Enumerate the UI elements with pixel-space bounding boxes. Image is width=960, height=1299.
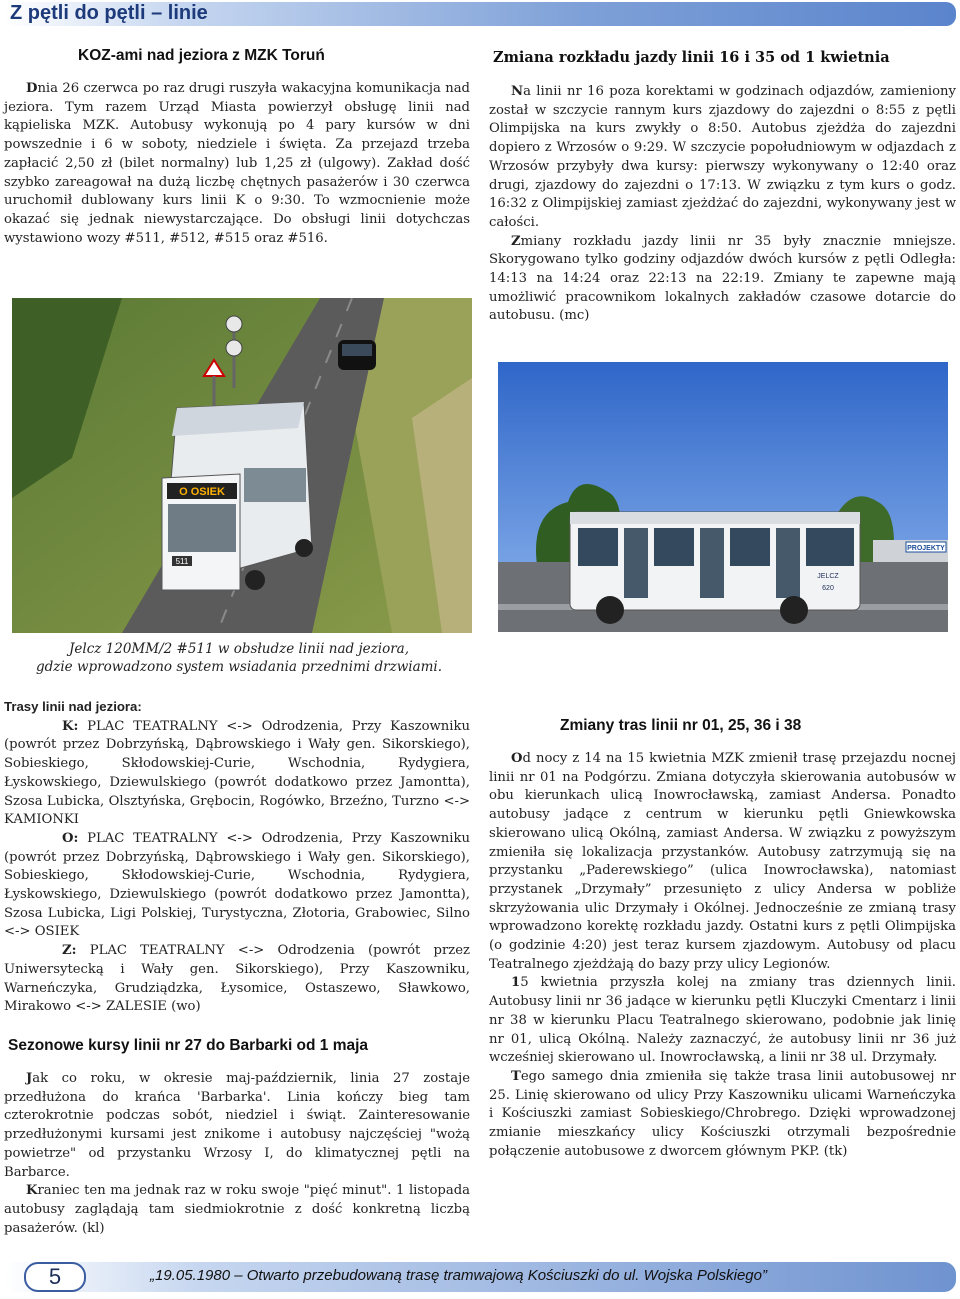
bus-620-illustration — [498, 362, 948, 632]
trasy-article — [489, 750, 956, 1161]
routes-section — [4, 698, 470, 1017]
rozklad-p1: Na linii nr 16 poza korektami w godzinach odjazdów, zamieniony został w szczycie rannym kurs zjazdowy do zajezdni o 8:55 z pętli Olimpijska na kurs zwykły o 8:50. Autobus zjeżdża do zajezdni dopiero z Wrzosów o 9:29. W szczycie popołudniowym w odjazdach z Wrzosów przybyły dwa kursy: pierwszy wykonywany o 12:40 oraz drugi, zjazdowy do zajezdni o 17:13. W związku z tym kurs o godz. 16:32 z Olimpijskiej zamiast zjeżdżać do zajezdni, wykonywany jest w całości. — [489, 84, 956, 230]
trasy-heading: Zmiany tras linii nr 01, 25, 36 i 38 — [560, 717, 802, 734]
trasy-p3: Tego samego dnia zmieniła się także trasa linii autobusowej nr 25. Linię skierowano od ulicy Przy Kaszowniku ulicami Warneńczyka i Kościuszki zamiast Sobieskiego/Chrobrego. Dzięki wprowadzonej zmianie mieszkańcy ulicy Kościuszki otrzymali bezpośrednie połączenie autobusowe z dworcem głównym PKP. (tk) — [489, 1068, 956, 1159]
rozklad-heading: Zmiana rozkładu jazdy linii 16 i 35 od 1 kwietnia — [493, 49, 890, 66]
caption-line-1: Jelcz 120MM/2 #511 w obsłudze linii nad jeziora, — [68, 641, 409, 657]
projekty-sign: PROJEKTY — [907, 545, 945, 552]
page-title: Z pętli do pętli – linie — [10, 2, 208, 24]
fleet-number-511: 511 — [175, 557, 189, 566]
photo-caption — [4, 640, 474, 676]
caption-line-2: gdzie wprowadzono system wsiadania przednimi drzwiami. — [35, 659, 443, 675]
trasy-p2: 15 kwietnia przyszła kolej na zmiany tras dziennych linii. Autobusy linii nr 36 jadące w kierunku pętli Kluczyki Cmentarz i linii nr 38 w kierunku Placu Teatralnego skierowano, podobnie jak linię nr 01, ulicą Okólną. Należy zaznaczyć, że autobusy linii nr 36 już wcześniej skierowano ul. Inowrocławską, a linii nr 38 ul. Drzymały. — [489, 975, 956, 1066]
koz-heading: KOZ-ami nad jeziora z MZK Toruń — [78, 47, 325, 64]
bus-620-photo — [498, 362, 948, 632]
route-o-text: PLAC TEATRALNY <-> Odrodzenia, Przy Kaszowniku (powrót przez Dobrzyńską, Dąbrowskiego i Wały gen. Sikorskiego), Sobieskiego, Skłodowskiej-Curie, Wschodnia, Rydygiera, Łyskowskiego, Dziewulskiego (powrót dodatkowo przez Jamontta), Szosa Lubicka, Ligi Polskiej, Turystyczna, Złotoria, Grabowiec, Silno <-> OSIEK — [4, 830, 470, 940]
barbarka-p2: Kraniec ten ma jednak raz w roku swoje "pięć minut". 1 listopada autobusy zaglądają tam siedmiokrotnie z dość konkretną liczbą pasażerów. (kl) — [4, 1183, 470, 1236]
bus-511-illustration — [12, 298, 472, 633]
routes-heading: Trasy linii nad jeziora: — [4, 699, 142, 714]
page-number: 5 — [24, 1262, 86, 1292]
bus-511-photo — [12, 298, 472, 633]
barbarka-heading: Sezonowe kursy linii nr 27 do Barbarki od 1 maja — [8, 1037, 369, 1054]
koz-article — [4, 80, 470, 248]
route-k-text: PLAC TEATRALNY <-> Odrodzenia, Przy Kaszowniku (powrót przez Dobrzyńską, Dąbrowskiego i Wały gen. Sikorskiego), Sobieskiego, Skłodowskiej-Curie, Wschodnia, Rydygiera, Łyskowskiego, Dziewulskiego (powrót dodatkowo przez Jamontta), Szosa Lubicka, Olsztyńska, Grębocin, Rogówko, Brzeźno, Turzno <-> KAMIONKI — [4, 718, 470, 828]
fleet-number-620: 620 — [822, 585, 834, 592]
barbarka-article — [4, 1070, 470, 1238]
rozklad-article — [489, 83, 956, 326]
bus-brand: JELCZ — [817, 573, 839, 580]
route-k-label: K: — [62, 718, 79, 734]
rozklad-p2: Zmiany rozkładu jazdy linii nr 35 były znacznie mniejsze. Skorygowano tylko godziny odjazdów dwóch kursów z pętli Odległa: 14:13 na 14:24 oraz 22:13 na 22:19. Zmiany te zapewne mają umożliwić pracownikom lokalnych zakładów czasowe dotarcie do autobusu. (mc) — [489, 233, 956, 324]
route-z-label: Z: — [62, 943, 77, 959]
trasy-p1: Od nocy z 14 na 15 kwietnia MZK zmienił trasę przejazdu nocnej linii nr 01 na Podgórzu. Zmiana dotyczyła skierowania autobusów w obu kierunkach ulicą Inowrocławską, zamiast Andersa. Ponadto autobusy jadące z centrum w kierunku pętli Gniewkowska skierowano ulicą Okólną, zamiast Andersa. W związku z powyższym zmieniła się lokalizacja przystanków. Autobusy zatrzymują się na przystanku „Paderewskiego” (ulica Inowrocławska), natomiast przystanek „Drzymały” przesunięto z ulicy Andersa w pobliże skrzyżowania ulic Drzymały i Okólnej. Jednocześnie ze zmianą trasy wprowadzono korektę rozkładu jazdy. Ostatni kurs z pętli Olimpijska (o godzinie 4:20) jest teraz kursem zjazdowym. Autobusy od placu Teatralnego zjeżdżają do bazy przy ulicy Legionów. — [489, 751, 956, 972]
route-o-label: O: — [62, 830, 79, 846]
barbarka-p1: Jak co roku, w okresie maj-październik, linia 27 zostaje przedłużona do krańca 'Barbarka'. Linia kończy bieg tam czterokrotnie podczas sobót, niedziel i świąt. Zainteresowanie przedłużonymi kursami jest znikome i autobusy najczęściej "wożą powietrze" od przystanku Wrzosy I, do klimatycznej pętli na Barbarce. — [4, 1071, 470, 1180]
koz-body: Dnia 26 czerwca po raz drugi ruszyła wakacyjna komunikacja nad jeziora. Tym razem Urząd Miasta powierzył obsługę linii nad kąpieliska MZK. Autobusy wykonują po 4 pary kursów w dni powszednie i 6 w soboty, niedziele i święta. Za przejazd trzeba zapłacić 2,50 zł (bilet normalny) lub 1,25 zł (ulgowy). Zakład dość szybko zareagował na dużą liczbę chętnych pasażerów i 30 czerwca uruchomił dublowany kurs linii K o 9:30. To wzmocnienie może okazać się jednak niewystarczające. Do obsługi linii dotychczas wystawiono wozy #511, #512, #515 oraz #516. — [4, 81, 470, 246]
destination-display: O OSIEK — [179, 486, 225, 498]
route-z-text: PLAC TEATRALNY <-> Odrodzenia (powrót przez Uniwersytecką i Wały gen. Sikorskiego), Przy Kaszowniku, Warneńczyka, Grudziądzka, Łysomice, Ostaszewo, Sławkowo, Mirakowo <-> ZALESIE (wo) — [4, 943, 470, 1015]
footer-note: „19.05.1980 – Otwarto przebudowaną trasę tramwajową Kościuszki do ul. Wojska Polskiego” — [150, 1267, 767, 1284]
